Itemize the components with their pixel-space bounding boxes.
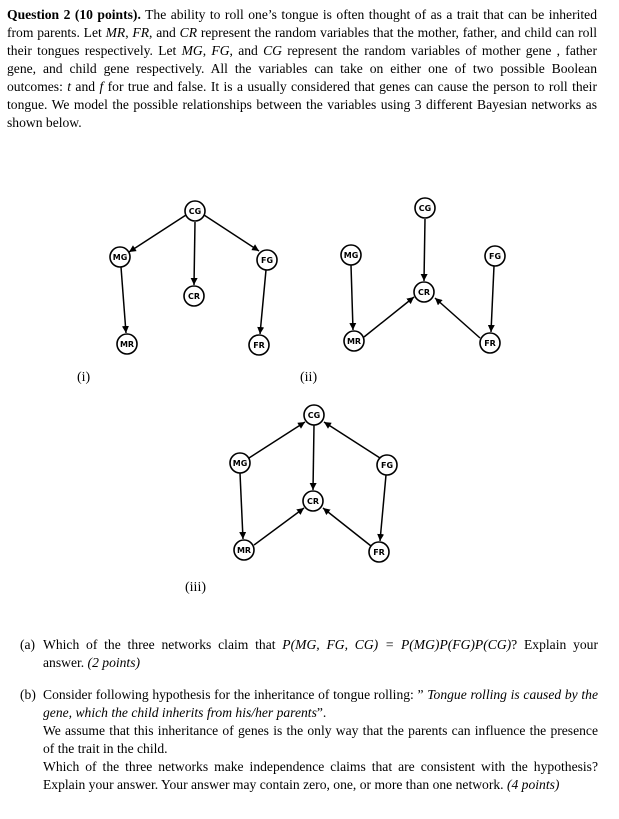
caption-network-ii: (ii) [300, 370, 318, 385]
edge-ii-fr-cr [435, 298, 480, 338]
part-b-para-3: Which of the three networks make independence claims that are consistent with the hypothesis? Explain your answer. Your answer may contain zero, one, or more than one network. [43, 759, 598, 792]
part-a-points: (2 points) [87, 655, 141, 670]
node-i-fg [257, 250, 277, 270]
node-iii-fg [377, 455, 397, 475]
svg-text:MR: MR [236, 546, 252, 555]
svg-text:FG: FG [488, 252, 502, 261]
svg-text:MG: MG [232, 459, 248, 468]
node-ii-mr [344, 331, 364, 351]
node-ii-mg [341, 245, 361, 265]
svg-text:CR: CR [417, 288, 431, 297]
svg-text:FR: FR [253, 341, 265, 350]
part-b-quote: Tongue rolling is caused by the gene, which the child inherits from his/her parents [43, 687, 598, 720]
node-i-cg [185, 201, 205, 221]
node-iii-cg [304, 405, 324, 425]
node-iii-mr [234, 540, 254, 560]
node-i-mg [110, 247, 130, 267]
val-f: f [99, 79, 104, 94]
part-a-text-1: Which of the three networks claim that [43, 637, 283, 652]
node-i-cr [184, 286, 204, 306]
part-a-label: (a) [20, 637, 36, 652]
edge-iii-cg-cr [313, 425, 314, 490]
svg-text:CG: CG [307, 411, 321, 420]
edge-i-fg-fr [260, 270, 266, 334]
part-b-para-2: We assume that this inheritance of genes is the only way that the parents can influence the presence of the trait in the child. [43, 723, 598, 756]
edge-i-cg-mg [129, 215, 186, 252]
intro-sep-3: , [202, 43, 212, 58]
var-mg: MG [181, 43, 203, 58]
svg-text:MR: MR [346, 337, 362, 346]
part-b-points: (4 points) [506, 777, 560, 792]
var-cr: CR [179, 25, 198, 40]
svg-text:CR: CR [306, 497, 320, 506]
var-fg: FG [211, 43, 230, 58]
var-cg: CG [263, 43, 282, 58]
intro-text-2: represent the random variables that the mother, father, and child can roll their tongues respectively. Let [7, 25, 598, 58]
svg-text:CR: CR [187, 292, 201, 301]
var-mr: MR [105, 25, 126, 40]
intro-sep-1: , [125, 25, 133, 40]
node-iii-mg [230, 453, 250, 473]
edge-iii-fr-cr [323, 508, 371, 546]
intro-text-3: represent the random variables of mother gene , father gene, and child gene respectively. All the variables can take on either one of two possible Boolean outcomes: [7, 43, 597, 94]
intro-sep-4: , and [229, 43, 264, 58]
edge-ii-cg-cr [424, 219, 425, 281]
edge-ii-mr-cr [364, 297, 414, 337]
network-i-edges [121, 215, 266, 334]
svg-text:MG: MG [112, 253, 128, 262]
svg-text:CG: CG [188, 207, 202, 216]
svg-text:CG: CG [418, 204, 432, 213]
intro-text-4: for true and false. It is a usually considered that genes can cause the person to roll their tongue. We model the possible relationships between the variables using 3 different Bayesian networks as shown below. [7, 79, 597, 130]
node-ii-fr [480, 333, 500, 353]
caption-network-iii: (iii) [185, 580, 206, 595]
val-t: t [67, 79, 72, 94]
edge-i-cg-cr [194, 222, 195, 285]
svg-text:FG: FG [260, 256, 274, 265]
part-a-formula: P(MG, FG, CG) = P(MG)P(FG)P(CG) [282, 637, 512, 652]
part-a [20, 636, 598, 672]
svg-text:MG: MG [343, 251, 359, 260]
edge-iii-fg-fr [380, 475, 386, 541]
svg-text:FR: FR [373, 548, 385, 557]
svg-text:FG: FG [380, 461, 394, 470]
node-ii-cg [415, 198, 435, 218]
network-ii-edges [351, 219, 494, 338]
intro-text-1: The ability to roll one’s tongue is often thought of as a trait that can be inherited from parents. Let [7, 7, 598, 40]
part-a-text-2: ? Explain your answer. [43, 637, 598, 670]
intro-sep-5: and [71, 79, 100, 94]
node-iii-cr [303, 491, 323, 511]
edge-iii-mg-mr [240, 473, 243, 539]
node-ii-fg [485, 246, 505, 266]
part-b-label: (b) [20, 687, 36, 702]
node-ii-cr [414, 282, 434, 302]
part-b [20, 686, 598, 794]
svg-text:FR: FR [484, 339, 496, 348]
node-i-mr [117, 334, 137, 354]
part-b-text-1: Consider following hypothesis for the inheritance of tongue rolling: ” [43, 687, 428, 702]
edge-ii-fg-fr [491, 266, 494, 332]
edge-i-cg-fg [204, 215, 259, 251]
svg-text:MR: MR [119, 340, 135, 349]
edge-iii-fg-cg [324, 422, 380, 458]
edge-i-mg-mr [121, 267, 126, 333]
edge-iii-mr-cr [254, 508, 304, 545]
intro-sep-2: , and [149, 25, 180, 40]
caption-network-i: (i) [77, 370, 91, 385]
node-i-fr [249, 335, 269, 355]
edge-iii-mg-cg [249, 422, 305, 458]
var-fr: FR [132, 25, 150, 40]
question-heading: Question 2 (10 points). [7, 7, 141, 22]
node-iii-fr [369, 542, 389, 562]
edge-ii-mg-mr [351, 265, 353, 330]
network-iii-edges [240, 422, 386, 546]
part-b-text-2: ”. [316, 705, 327, 720]
